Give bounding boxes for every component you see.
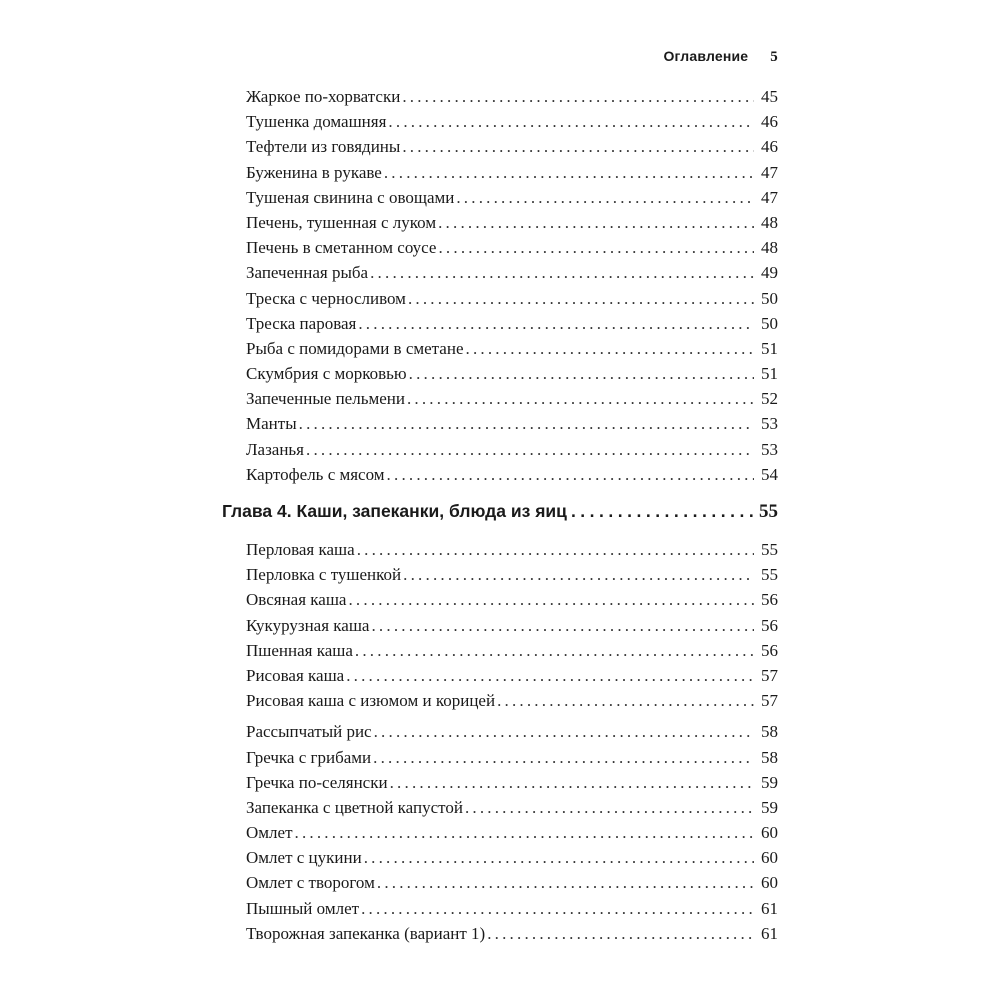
toc-entry-page: 60	[761, 848, 778, 868]
toc-entry-page: 53	[761, 439, 778, 459]
toc-entry-title: Запеканка с цветной капустой	[246, 797, 463, 817]
toc-entry-title: Буженина в рукаве	[246, 162, 382, 182]
toc-entry[interactable]	[222, 210, 778, 235]
toc-entry-page: 48	[761, 212, 778, 232]
leader-dots	[465, 795, 754, 820]
toc-entry[interactable]	[222, 84, 778, 109]
toc-entry[interactable]	[222, 437, 778, 462]
toc-entry-page: 46	[761, 137, 778, 157]
header-page-number: 5	[770, 49, 778, 65]
leader-dots	[438, 235, 754, 260]
toc-entry-page: 57	[761, 665, 778, 685]
leader-dots	[358, 311, 754, 336]
toc-entry-page: 45	[761, 87, 778, 106]
toc-entry[interactable]	[222, 361, 778, 386]
toc-entry[interactable]	[222, 462, 778, 487]
leader-dots	[402, 134, 754, 159]
toc-entry[interactable]	[222, 336, 778, 361]
toc-entry-title: Пышный омлет	[246, 898, 360, 918]
toc-entry-title: Тушеная свинина с овощами	[246, 187, 455, 207]
toc-entry-page: 56	[761, 590, 778, 610]
leader-dots	[487, 921, 754, 946]
toc-entry-title: Треска с черносливом	[246, 288, 406, 308]
toc-entry-page: 46	[761, 112, 778, 132]
toc-entry-title: Запеченные пельмени	[246, 389, 405, 409]
toc-entry-page: 51	[761, 338, 778, 358]
toc-entry[interactable]	[222, 921, 778, 946]
table-of-contents	[222, 84, 778, 946]
toc-entry[interactable]	[222, 795, 778, 820]
toc-entry-page: 56	[761, 640, 778, 660]
toc-entry[interactable]	[222, 587, 778, 612]
toc-entry[interactable]	[222, 109, 778, 134]
chapter-page: 55	[759, 501, 778, 522]
leader-dots	[348, 587, 754, 612]
toc-entry-title: Тушенка домашняя	[246, 112, 387, 132]
toc-entry-page: 51	[761, 364, 778, 384]
toc-entry[interactable]	[222, 286, 778, 311]
toc-entry-page: 61	[761, 898, 778, 918]
toc-entry-page: 60	[761, 823, 778, 843]
toc-entry-title: Рисовая каша	[246, 665, 345, 685]
toc-group-porridges	[222, 537, 778, 713]
leader-dots	[456, 185, 754, 210]
toc-entry-page: 52	[761, 389, 778, 409]
leader-dots	[571, 501, 755, 522]
toc-entry-title: Пшенная каша	[246, 640, 353, 660]
toc-entry[interactable]	[222, 770, 778, 795]
toc-entry[interactable]	[222, 845, 778, 870]
toc-entry-page: 50	[761, 313, 778, 333]
toc-entry[interactable]	[222, 260, 778, 285]
toc-entry-title: Омлет с цукини	[246, 848, 362, 868]
toc-entry-title: Печень в сметанном соусе	[246, 238, 437, 258]
toc-entry-title: Картофель с мясом	[246, 464, 385, 484]
toc-entry-title: Омлет с творогом	[246, 873, 375, 893]
leader-dots	[361, 896, 754, 921]
toc-entry[interactable]	[222, 311, 778, 336]
toc-entry[interactable]	[222, 638, 778, 663]
toc-entry-title: Перловая каша	[246, 540, 355, 559]
toc-entry-page: 47	[761, 162, 778, 182]
leader-dots	[403, 562, 754, 587]
toc-entry-title: Манты	[246, 414, 297, 434]
leader-dots	[355, 638, 754, 663]
toc-entry-page: 56	[761, 615, 778, 635]
toc-entry-page: 47	[761, 187, 778, 207]
toc-entry[interactable]	[222, 719, 778, 744]
leader-dots	[409, 361, 754, 386]
toc-entry-title: Скумбрия с морковью	[246, 364, 407, 384]
leader-dots	[377, 870, 754, 895]
toc-entry-page: 61	[761, 923, 778, 943]
toc-entry[interactable]	[222, 134, 778, 159]
running-header	[663, 48, 778, 66]
chapter-heading[interactable]	[222, 501, 778, 527]
toc-group-meat-fish	[222, 84, 778, 487]
leader-dots	[407, 386, 754, 411]
leader-dots	[373, 745, 754, 770]
toc-entry-title: Треска паровая	[246, 313, 357, 333]
toc-entry[interactable]	[222, 386, 778, 411]
toc-entry-title: Запеченная рыба	[246, 263, 369, 283]
toc-entry-page: 60	[761, 873, 778, 893]
toc-entry[interactable]	[222, 537, 778, 562]
leader-dots	[390, 770, 754, 795]
toc-entry[interactable]	[222, 745, 778, 770]
leader-dots	[306, 437, 754, 462]
toc-entry[interactable]	[222, 688, 778, 713]
toc-entry-title: Рыба с помидорами в сметане	[246, 338, 464, 358]
toc-entry-title: Кукурузная каша	[246, 615, 370, 635]
toc-entry-title: Гречка с грибами	[246, 747, 372, 767]
toc-entry-title: Печень, тушенная с луком	[246, 212, 437, 232]
toc-entry-title: Овсяная каша	[246, 590, 347, 610]
toc-entry-page: 59	[761, 772, 778, 792]
toc-entry-title: Омлет	[246, 823, 293, 843]
leader-dots	[370, 260, 754, 285]
toc-entry[interactable]	[222, 896, 778, 921]
toc-entry-page: 55	[761, 565, 778, 585]
toc-entry[interactable]	[222, 820, 778, 845]
toc-entry-title: Гречка по-селянски	[246, 772, 388, 792]
chapter-title: Глава 4. Каши, запеканки, блюда из яиц	[222, 501, 567, 521]
toc-entry-title: Перловка с тушенкой	[246, 565, 402, 585]
toc-entry-title: Творожная запеканка (вариант 1)	[246, 923, 486, 943]
leader-dots	[371, 613, 754, 638]
toc-entry-page: 58	[761, 747, 778, 767]
toc-entry-page: 58	[761, 722, 778, 742]
toc-entry[interactable]	[222, 160, 778, 185]
leader-dots	[388, 109, 754, 134]
toc-entry-page: 53	[761, 414, 778, 434]
toc-entry-page: 50	[761, 288, 778, 308]
leader-dots	[466, 336, 755, 361]
leader-dots	[402, 84, 754, 109]
leader-dots	[364, 845, 754, 870]
leader-dots	[497, 688, 754, 713]
toc-group-casseroles-eggs	[222, 719, 778, 946]
toc-entry-page: 59	[761, 797, 778, 817]
leader-dots	[357, 537, 754, 562]
toc-entry[interactable]	[222, 663, 778, 688]
leader-dots	[384, 160, 754, 185]
leader-dots	[374, 719, 754, 744]
toc-entry[interactable]	[222, 411, 778, 436]
toc-entry-title: Жаркое по-хорватски	[246, 87, 401, 106]
toc-entry-title: Рассыпчатый рис	[246, 722, 372, 742]
leader-dots	[408, 286, 754, 311]
toc-entry-title: Рисовая каша с изюмом и корицей	[246, 691, 496, 711]
header-title: Оглавление	[663, 48, 749, 64]
toc-entry-title: Лазанья	[246, 439, 305, 459]
toc-entry[interactable]	[222, 613, 778, 638]
leader-dots	[299, 411, 754, 436]
toc-entry[interactable]	[222, 235, 778, 260]
toc-entry-page: 48	[761, 238, 778, 258]
leader-dots	[295, 820, 755, 845]
toc-entry[interactable]	[222, 185, 778, 210]
toc-entry-page: 55	[761, 540, 778, 559]
toc-entry-page: 54	[761, 464, 778, 484]
leader-dots	[346, 663, 754, 688]
toc-entry-page: 57	[761, 691, 778, 711]
leader-dots	[438, 210, 754, 235]
leader-dots	[387, 462, 754, 487]
toc-entry-page: 49	[761, 263, 778, 283]
toc-entry-title: Тефтели из говядины	[246, 137, 401, 157]
toc-entry[interactable]	[222, 870, 778, 895]
toc-entry[interactable]	[222, 562, 778, 587]
